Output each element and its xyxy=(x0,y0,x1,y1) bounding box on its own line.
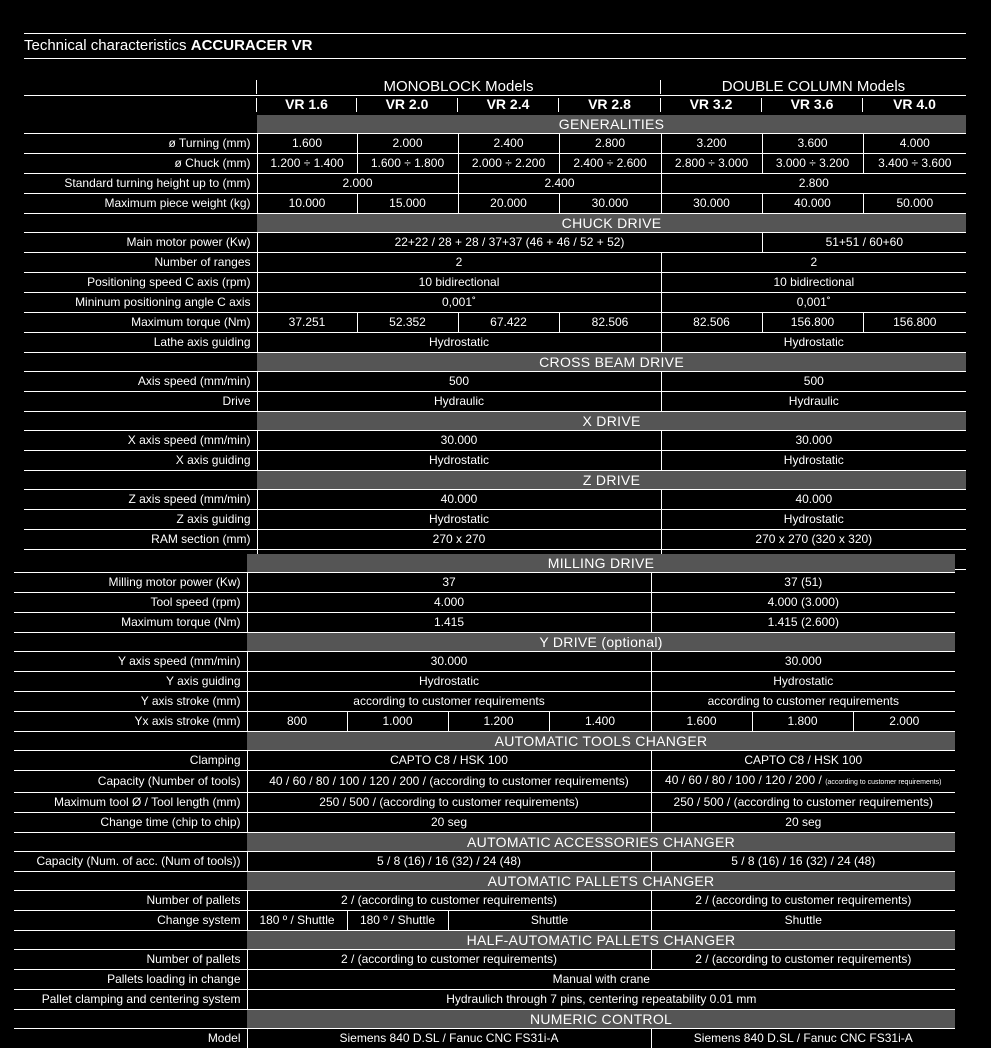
cell: 3.200 xyxy=(661,134,762,154)
row-label: Tool speed (rpm) xyxy=(14,593,247,613)
row-mill-torque xyxy=(14,613,955,633)
section-title: CHUCK DRIVE xyxy=(257,214,966,233)
row-milling-power xyxy=(14,573,955,593)
cell: 1.415 xyxy=(247,613,651,633)
row-label: Main motor power (Kw) xyxy=(24,233,257,253)
section-automatic-tools-changer xyxy=(14,732,955,751)
cell: 30.000 xyxy=(661,194,762,214)
spec-table-upper xyxy=(24,115,966,570)
cell: Siemens 840 D.SL / Fanuc CNC FS31i-A xyxy=(247,1029,651,1048)
cell: Hydrostatic xyxy=(257,333,661,353)
cell: 4.000 xyxy=(863,134,966,154)
row-label: Clamping xyxy=(14,751,247,771)
cell: 2.000 xyxy=(357,134,458,154)
section-y-drive xyxy=(14,633,955,652)
cell: 30.000 xyxy=(559,194,661,214)
cell: 3.000 ÷ 3.200 xyxy=(762,154,863,174)
section-title: X DRIVE xyxy=(257,412,966,431)
cell: 3.600 xyxy=(762,134,863,154)
cell: 2.800 ÷ 3.000 xyxy=(661,154,762,174)
row-max-tool xyxy=(14,793,955,813)
row-accessory-capacity xyxy=(14,852,955,872)
cell: 30.000 xyxy=(247,652,651,672)
group-monoblock: MONOBLOCK Models xyxy=(257,78,660,95)
model-vr-1-6: VR 1.6 xyxy=(257,96,356,112)
model-vr-2-4: VR 2.4 xyxy=(458,96,558,112)
row-model xyxy=(14,1029,955,1048)
row-piece-weight xyxy=(24,194,966,214)
section-title: Z DRIVE xyxy=(257,471,966,490)
cell: 2.000 xyxy=(257,174,458,194)
row-label: Pallets loading in change xyxy=(14,970,247,990)
row-half-number-of-pallets xyxy=(14,950,955,970)
model-vr-2-0: VR 2.0 xyxy=(357,96,457,112)
row-positioning-angle xyxy=(24,293,966,313)
cell: according to customer requirements xyxy=(651,692,955,712)
cell: 800 xyxy=(247,712,347,732)
cell: Shuttle xyxy=(651,911,955,931)
cell: Hydrostatic xyxy=(257,510,661,530)
row-label: ø Turning (mm) xyxy=(24,134,257,154)
row-label: Yx axis stroke (mm) xyxy=(14,712,247,732)
cell: 40.000 xyxy=(762,194,863,214)
section-title: HALF-AUTOMATIC PALLETS CHANGER xyxy=(247,931,955,950)
row-chuck xyxy=(24,154,966,174)
section-numeric-control xyxy=(14,1010,955,1029)
row-number-of-pallets xyxy=(14,891,955,911)
cell: 500 xyxy=(257,372,661,392)
cell: Shuttle xyxy=(448,911,651,931)
row-label: Number of pallets xyxy=(14,950,247,970)
row-axis-speed xyxy=(24,372,966,392)
cell: 270 x 270 (320 x 320) xyxy=(661,530,966,550)
section-automatic-pallets-changer xyxy=(14,872,955,891)
section-cross-beam-drive xyxy=(24,353,966,372)
cell: 2 / (according to customer requirements) xyxy=(651,950,955,970)
cell: 2.000 ÷ 2.200 xyxy=(458,154,559,174)
row-yx-stroke xyxy=(14,712,955,732)
cell: 40.000 xyxy=(661,490,966,510)
cell: 20 seg xyxy=(651,813,955,833)
row-label: Maximum torque (Nm) xyxy=(24,313,257,333)
cell: 2.400 xyxy=(458,174,661,194)
cell: 22+22 / 28 + 28 / 37+37 (46 + 46 / 52 + 52) xyxy=(257,233,762,253)
cell: 500 xyxy=(661,372,966,392)
row-main-motor xyxy=(24,233,966,253)
row-label: Number of ranges xyxy=(24,253,257,273)
section-milling-drive xyxy=(14,554,955,573)
cell: 40.000 xyxy=(257,490,661,510)
cell: 270 x 270 xyxy=(257,530,661,550)
cell: 1.400 xyxy=(549,712,651,732)
top-rule xyxy=(24,33,966,34)
row-positioning-speed xyxy=(24,273,966,293)
cell: CAPTO C8 / HSK 100 xyxy=(247,751,651,771)
cell: Hydraulich through 7 pins, centering repeatability 0.01 mm xyxy=(247,990,955,1010)
row-label: Pallet clamping and centering system xyxy=(14,990,247,1010)
cell: Hydraulic xyxy=(257,392,661,412)
section-title: GENERALITIES xyxy=(257,115,966,134)
row-label: Drive xyxy=(24,392,257,412)
row-y-stroke xyxy=(14,692,955,712)
cell: 30.000 xyxy=(257,431,661,451)
cell: 156.800 xyxy=(762,313,863,333)
row-pallet-clamping xyxy=(14,990,955,1010)
row-label: Change system xyxy=(14,911,247,931)
cell: 5 / 8 (16) / 16 (32) / 24 (48) xyxy=(651,852,955,872)
row-label: Milling motor power (Kw) xyxy=(14,573,247,593)
row-label: Standard turning height up to (mm) xyxy=(24,174,257,194)
row-label: RAM section (mm) xyxy=(24,530,257,550)
cell-text: 40 / 60 / 80 / 100 / 120 / 200 / xyxy=(665,773,822,787)
cell: 1.200 xyxy=(448,712,549,732)
cell: CAPTO C8 / HSK 100 xyxy=(651,751,955,771)
section-title: AUTOMATIC PALLETS CHANGER xyxy=(247,872,955,891)
spec-table-lower xyxy=(14,554,955,1048)
row-tool-capacity xyxy=(14,771,955,793)
cell: Hydrostatic xyxy=(661,510,966,530)
model-vr-3-2: VR 3.2 xyxy=(661,96,761,112)
model-vr-3-6: VR 3.6 xyxy=(762,96,862,112)
cell: 2.000 xyxy=(853,712,955,732)
row-z-speed xyxy=(24,490,966,510)
cell-note: (according to customer requirements) xyxy=(825,779,941,786)
cell: 51+51 / 60+60 xyxy=(762,233,966,253)
row-label: Y axis guiding xyxy=(14,672,247,692)
title-prefix: Technical characteristics xyxy=(24,37,187,54)
cell: 1.600 ÷ 1.800 xyxy=(357,154,458,174)
cell: 2 xyxy=(661,253,966,273)
row-label: Maximum tool Ø / Tool length (mm) xyxy=(14,793,247,813)
cell: 250 / 500 / (according to customer requirements) xyxy=(651,793,955,813)
row-label: Y axis stroke (mm) xyxy=(14,692,247,712)
row-label: Capacity (Num. of acc. (Num of tools)) xyxy=(14,852,247,872)
cell xyxy=(651,771,955,793)
section-title: Y DRIVE (optional) xyxy=(247,633,955,652)
cell: 4.000 (3.000) xyxy=(651,593,955,613)
row-ram-section xyxy=(24,530,966,550)
cell: 2 / (according to customer requirements) xyxy=(247,950,651,970)
section-title: CROSS BEAM DRIVE xyxy=(257,353,966,372)
cell: Hydrostatic xyxy=(651,672,955,692)
cell: 156.800 xyxy=(863,313,966,333)
row-label: Model xyxy=(14,1029,247,1048)
section-title: AUTOMATIC TOOLS CHANGER xyxy=(247,732,955,751)
row-ranges xyxy=(24,253,966,273)
cell: 1.800 xyxy=(752,712,853,732)
cell: 40 / 60 / 80 / 100 / 120 / 200 / (according to customer requirements) xyxy=(247,771,651,793)
row-turning xyxy=(24,134,966,154)
cell: 37.251 xyxy=(257,313,357,333)
row-x-speed xyxy=(24,431,966,451)
row-label: Axis speed (mm/min) xyxy=(24,372,257,392)
cell: 30.000 xyxy=(661,431,966,451)
row-label: Maximum piece weight (kg) xyxy=(24,194,257,214)
row-drive xyxy=(24,392,966,412)
cell: 10.000 xyxy=(257,194,357,214)
section-chuck-drive xyxy=(24,214,966,233)
cell: 82.506 xyxy=(661,313,762,333)
row-label: Mininum positioning angle C axis xyxy=(24,293,257,313)
cell: 37 xyxy=(247,573,651,593)
section-automatic-accessories-changer xyxy=(14,833,955,852)
cell: Hydrostatic xyxy=(661,451,966,471)
cell: Hydrostatic xyxy=(247,672,651,692)
section-z-drive xyxy=(24,471,966,490)
cell: 1.600 xyxy=(257,134,357,154)
cell: 4.000 xyxy=(247,593,651,613)
row-x-guiding xyxy=(24,451,966,471)
row-label: ø Chuck (mm) xyxy=(24,154,257,174)
row-label: Capacity (Number of tools) xyxy=(14,771,247,793)
section-x-drive xyxy=(24,412,966,431)
row-y-guiding xyxy=(14,672,955,692)
cell: Siemens 840 D.SL / Fanuc CNC FS31i-A xyxy=(651,1029,955,1048)
section-title: MILLING DRIVE xyxy=(247,554,955,573)
row-change-time xyxy=(14,813,955,833)
row-clamping xyxy=(14,751,955,771)
cell: 250 / 500 / (according to customer requirements) xyxy=(247,793,651,813)
cell: 2.400 xyxy=(458,134,559,154)
cell: 2.800 xyxy=(661,174,966,194)
row-label: Positioning speed C axis (rpm) xyxy=(24,273,257,293)
row-tool-speed xyxy=(14,593,955,613)
cell: Manual with crane xyxy=(247,970,955,990)
section-title: AUTOMATIC ACCESSORIES CHANGER xyxy=(247,833,955,852)
row-change-system xyxy=(14,911,955,931)
group-double-column: DOUBLE COLUMN Models xyxy=(661,78,966,95)
cell: Hydraulic xyxy=(661,392,966,412)
row-label: Y axis speed (mm/min) xyxy=(14,652,247,672)
section-half-automatic-pallets-changer xyxy=(14,931,955,950)
cell: 2.400 ÷ 2.600 xyxy=(559,154,661,174)
cell: 2 / (according to customer requirements) xyxy=(247,891,651,911)
row-label: Change time (chip to chip) xyxy=(14,813,247,833)
cell: 1.200 ÷ 1.400 xyxy=(257,154,357,174)
cell: 0,001˚ xyxy=(661,293,966,313)
cell: 52.352 xyxy=(357,313,458,333)
row-label: Number of pallets xyxy=(14,891,247,911)
title-model-name: ACCURACER VR xyxy=(191,37,313,54)
cell: 37 (51) xyxy=(651,573,955,593)
cell: 5 / 8 (16) / 16 (32) / 24 (48) xyxy=(247,852,651,872)
cell: 180 º / Shuttle xyxy=(247,911,347,931)
row-y-speed xyxy=(14,652,955,672)
cell: 2.800 xyxy=(559,134,661,154)
row-label: Z axis guiding xyxy=(24,510,257,530)
section-title: NUMERIC CONTROL xyxy=(247,1010,955,1029)
cell: 10 bidirectional xyxy=(257,273,661,293)
cell: 180 º / Shuttle xyxy=(347,911,448,931)
row-lathe-guiding xyxy=(24,333,966,353)
page-title xyxy=(24,37,312,54)
cell: 2 / (according to customer requirements) xyxy=(651,891,955,911)
title-underline xyxy=(24,58,966,59)
row-z-guiding xyxy=(24,510,966,530)
cell: 50.000 xyxy=(863,194,966,214)
cell: 2 xyxy=(257,253,661,273)
row-pallets-loading xyxy=(14,970,955,990)
cell: 82.506 xyxy=(559,313,661,333)
cell: 30.000 xyxy=(651,652,955,672)
cell: 1.000 xyxy=(347,712,448,732)
cell: 20.000 xyxy=(458,194,559,214)
row-turning-height xyxy=(24,174,966,194)
cell: 1.600 xyxy=(651,712,752,732)
model-vr-4-0: VR 4.0 xyxy=(863,96,966,112)
cell: 20 seg xyxy=(247,813,651,833)
row-max-torque xyxy=(24,313,966,333)
row-label: X axis speed (mm/min) xyxy=(24,431,257,451)
cell: according to customer requirements xyxy=(247,692,651,712)
row-label: Maximum torque (Nm) xyxy=(14,613,247,633)
section-generalities xyxy=(24,115,966,134)
cell: 67.422 xyxy=(458,313,559,333)
cell: 3.400 ÷ 3.600 xyxy=(863,154,966,174)
model-vr-2-8: VR 2.8 xyxy=(559,96,660,112)
cell: 15.000 xyxy=(357,194,458,214)
cell: 0,001˚ xyxy=(257,293,661,313)
cell: 1.415 (2.600) xyxy=(651,613,955,633)
row-label: Z axis speed (mm/min) xyxy=(24,490,257,510)
row-label: Lathe axis guiding xyxy=(24,333,257,353)
cell: Hydrostatic xyxy=(661,333,966,353)
row-label: X axis guiding xyxy=(24,451,257,471)
cell: 10 bidirectional xyxy=(661,273,966,293)
cell: Hydrostatic xyxy=(257,451,661,471)
